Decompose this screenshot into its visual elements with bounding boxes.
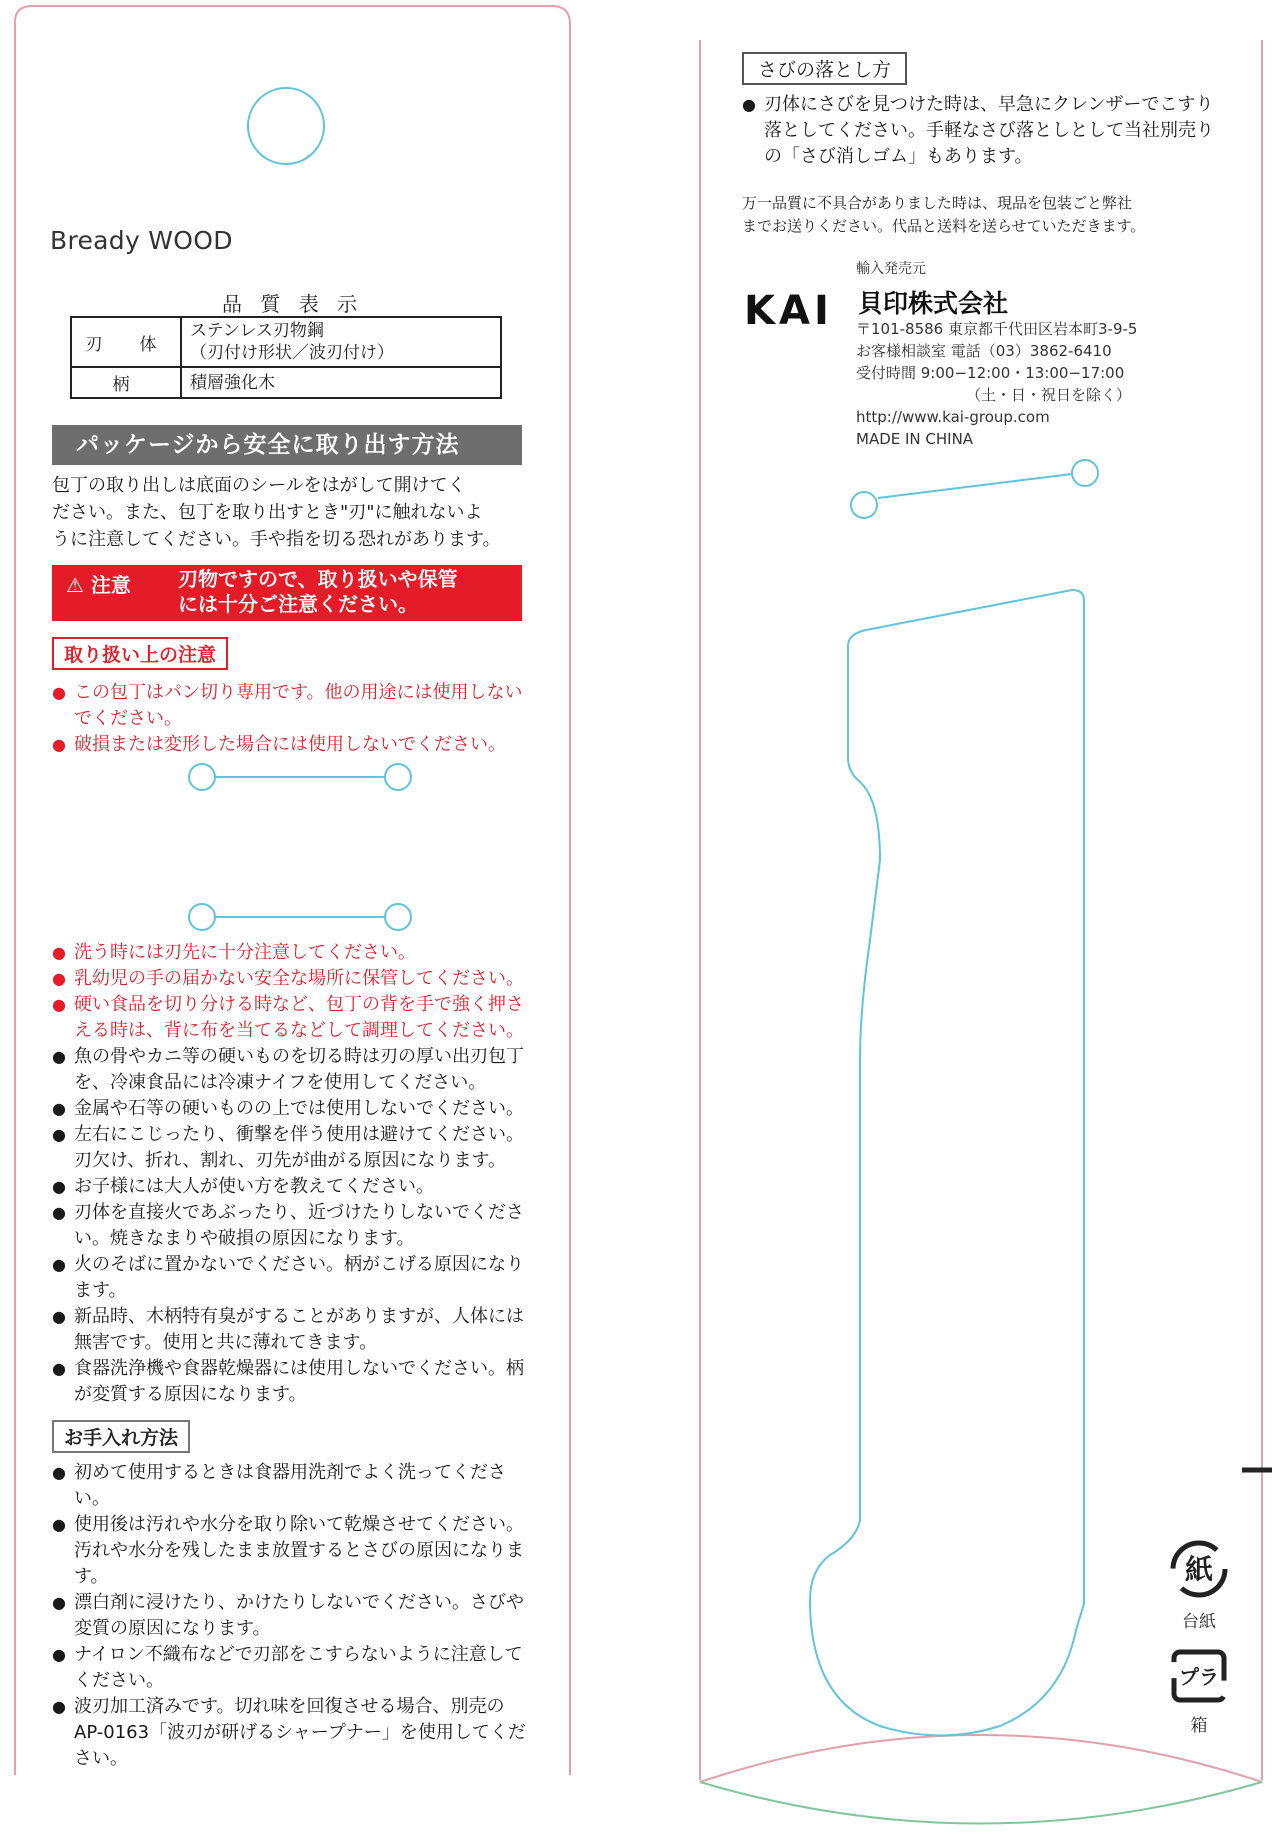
left-slot-bottom — [189, 904, 411, 930]
list-item: ● 刃体を直接火であぶったり、近づけたりしないでください。焼きなまりや破損の原因になります。 — [52, 1200, 532, 1252]
care-heading: お手入れ方法 — [52, 1420, 190, 1453]
kai-logo: KAI — [744, 288, 833, 334]
importer-label: 輸入発売元 — [856, 261, 926, 277]
rust-list — [742, 92, 1222, 170]
recycle-arrows-icon — [1166, 1536, 1232, 1602]
bottom-arc-green — [700, 1782, 1262, 1824]
contact-line: 受付時間 9:00−12:00・13:00−17:00 — [856, 364, 1125, 382]
svg-text:プラ: プラ — [1179, 1665, 1219, 1689]
caution-text — [178, 567, 458, 617]
unpack-line: ださい。また、包丁を取り出すとき"刃"に触れないよ — [52, 502, 483, 523]
quality-row — [71, 367, 501, 398]
quality-value-line: ステンレス刃物鋼 — [190, 321, 324, 341]
quality-table — [70, 316, 502, 399]
quality-row — [71, 317, 501, 367]
quality-key: 柄 — [71, 367, 181, 398]
caution-banner — [52, 565, 522, 621]
list-item: ● 金属や石等の硬いものの上では使用しないでください。 — [52, 1096, 532, 1122]
list-item: ● 刃体にさびを見つけた時は、早急にクレンザーでこすり落としてください。手軽なさび落としとして当社別売りの「さび消しゴム」もあります。 — [742, 92, 1222, 170]
defect-line: までお送りください。代品と送料を送らせていただきます。 — [742, 217, 1146, 235]
origin-label: MADE IN CHINA — [856, 430, 974, 448]
quality-key: 刃 体 — [71, 317, 181, 367]
list-item: ● 乳幼児の手の届かない安全な場所に保管してください。 — [52, 966, 532, 992]
handling-red-bottom-list — [52, 940, 532, 1044]
paper-recycle-mark — [1166, 1536, 1232, 1632]
left-slot-top — [189, 764, 411, 790]
list-item: ● 使用後は汚れや水分を取り除いて乾燥させてください。汚れや水分を残したまま放置するとさびの原因になります。 — [52, 1512, 532, 1590]
bottom-arc-red — [700, 1735, 1262, 1782]
svg-text:紙: 紙 — [1184, 1553, 1214, 1586]
list-item: ● 初めて使用するときは食器用洗剤でよく洗ってください。 — [52, 1460, 532, 1512]
list-item: ● 破損または変形した場合には使用しないでください。 — [52, 732, 532, 758]
list-item: ● ナイロン不織布などで刃部をこすらないように注意してください。 — [52, 1642, 532, 1694]
knife-cutout-outline — [810, 590, 1084, 1736]
list-item: ● 漂白剤に浸けたり、かけたりしないでください。さびや変質の原因になります。 — [52, 1590, 532, 1642]
defect-line: 万一品質に不具合がありました時は、現品を包装ごと弊社 — [742, 194, 1133, 212]
brand-name: Bready WOOD — [50, 226, 233, 255]
plastic-recycle-label: 箱 — [1190, 1716, 1208, 1736]
right-slot — [851, 460, 1098, 518]
recycle-square-icon — [1166, 1646, 1232, 1706]
plastic-recycle-mark — [1166, 1646, 1232, 1736]
list-item: ● 洗う時には刃先に十分注意してください。 — [52, 940, 532, 966]
quality-title: 品 質 表 示 — [222, 292, 364, 316]
paper-recycle-label: 台紙 — [1182, 1612, 1216, 1632]
contact-line: お客様相談室 電話（03）3862-6410 — [856, 342, 1112, 360]
unpack-line: 包丁の取り出しは底面のシールをはがして開けてく — [52, 475, 466, 496]
unpack-heading: パッケージから安全に取り出す方法 — [52, 425, 522, 465]
list-item: ● 魚の骨やカニ等の硬いものを切る時は刃の厚い出刃包丁を、冷凍食品には冷凍ナイフを使用してください。 — [52, 1044, 532, 1096]
company-name: 貝印株式会社 — [858, 289, 1009, 318]
list-item: ● この包丁はパン切り専用です。他の用途には使用しないでください。 — [52, 680, 532, 732]
contact-line: （土・日・祝日を除く） — [966, 386, 1132, 404]
unpack-line: うに注意してください。手や指を切る恐れがあります。 — [52, 529, 501, 550]
quality-value — [181, 317, 501, 367]
hang-hole — [248, 88, 324, 164]
contact-info — [856, 318, 1137, 450]
caution-line: 刃物ですので、取り扱いや保管 — [178, 567, 458, 591]
rust-heading: さびの落とし方 — [742, 52, 907, 85]
list-item: ● 硬い食品を切り分ける時など、包丁の背を手で強く押さえる時は、背に布を当てるなどして調理してください。 — [52, 992, 532, 1044]
contact-line: 〒101-8586 東京都千代田区岩本町3-9-5 — [856, 320, 1138, 338]
handling-heading: 取り扱い上の注意 — [52, 637, 228, 670]
quality-value: 積層強化木 — [181, 367, 501, 398]
list-item: ● 左右にこじったり、衝撃を伴う使用は避けてください。刃欠け、折れ、割れ、刃先が曲がる原因になります。 — [52, 1122, 532, 1174]
list-item: ● 波刃加工済みです。切れ味を回復させる場合、別売のAP-0163「波刃が研げるシャープナー」を使用してください。 — [52, 1694, 532, 1772]
unpack-text — [52, 472, 532, 553]
list-item: ● 新品時、木柄特有臭がすることがありますが、人体には無害です。使用と共に薄れてきます。 — [52, 1304, 532, 1356]
handling-dark-list — [52, 1044, 532, 1408]
caution-line: には十分ご注意ください。 — [178, 592, 418, 616]
quality-value-line: （刃付け形状／波刃付け） — [190, 343, 394, 363]
care-list — [52, 1460, 532, 1772]
list-item: ● 火のそばに置かないでください。柄がこげる原因になります。 — [52, 1252, 532, 1304]
warning-icon: ⚠ 注意 — [66, 573, 131, 597]
list-item: ● お子様には大人が使い方を教えてください。 — [52, 1174, 532, 1200]
list-item: ● 食器洗浄機や食器乾燥器には使用しないでください。柄が変質する原因になります。 — [52, 1356, 532, 1408]
handling-red-top-list — [52, 680, 532, 758]
website-link: http://www.kai-group.com — [856, 408, 1050, 426]
defect-notice — [742, 192, 1242, 238]
